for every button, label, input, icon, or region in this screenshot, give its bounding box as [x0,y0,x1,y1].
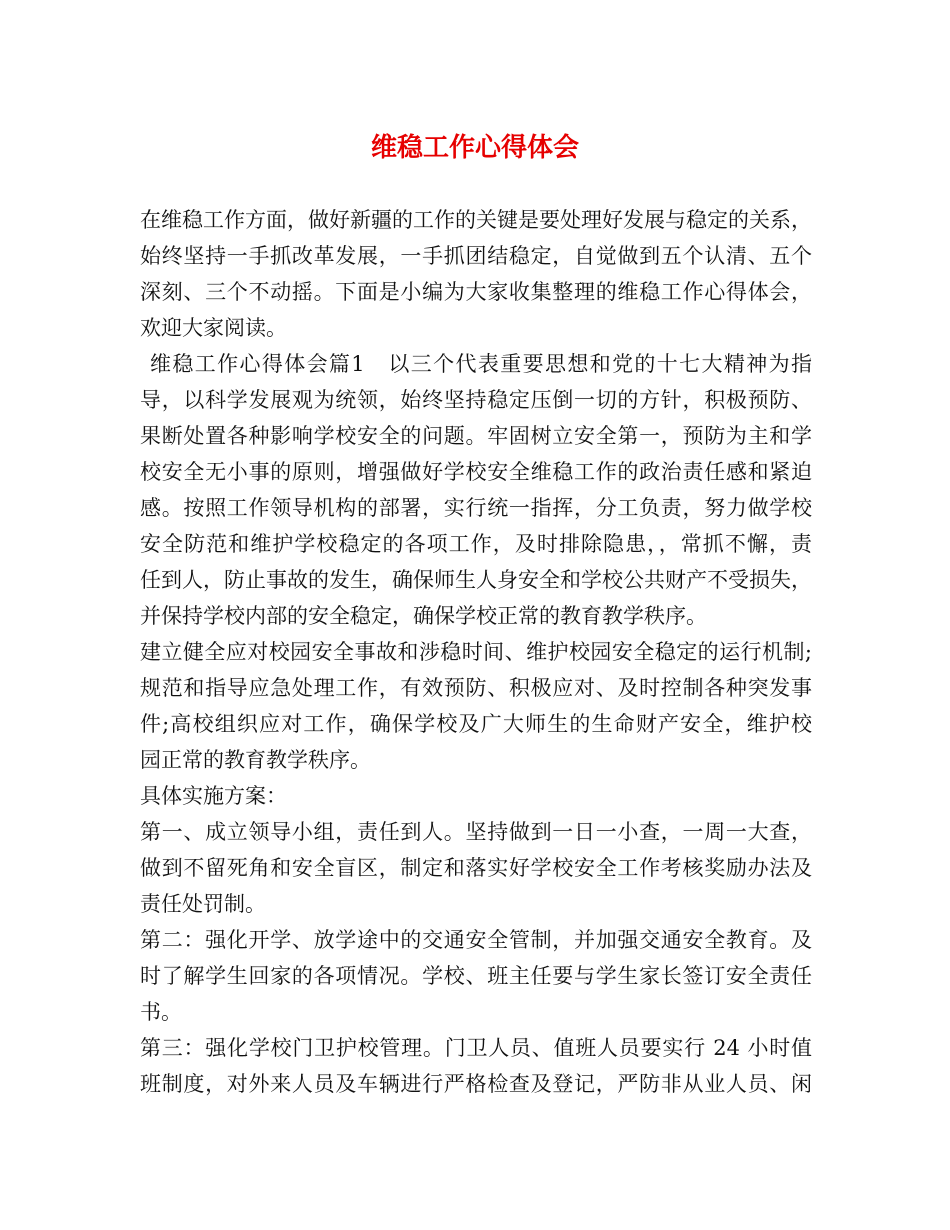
text-line: 导，以科学发展观为统领，始终坚持稳定压倒一切的方针，积极预防、 [140,388,812,412]
text-line: 果断处置各种影响学校安全的问题。牢固树立安全第一，预防为主和学 [140,424,812,448]
text-line: 第一、成立领导小组，责任到人。坚持做到一日一小查，一周一大查， [140,820,812,844]
text-line: 责任处罚制。 [140,892,266,916]
document-body [140,202,812,1102]
text-line: 时了解学生回家的各项情况。学校、班主任要与学生家长签订安全责任 [140,964,812,988]
text-line: 第二：强化开学、放学途中的交通安全管制，并加强交通安全教育。及 [140,928,812,952]
text-line: 建立健全应对校园安全事故和涉稳时间、维护校园安全稳定的运行机制; [140,640,812,664]
text-line: 感。按照工作领导机构的部署，实行统一指挥，分工负责，努力做学校 [140,496,812,520]
text-line: 园正常的教育教学秩序。 [140,748,371,772]
text-line: 做到不留死角和安全盲区，制定和落实好学校安全工作考核奖励办法及 [140,856,812,880]
text-line: 第三：强化学校门卫护校管理。门卫人员、值班人员要实行 24 小时值 [140,1036,812,1060]
text-line: 在维稳工作方面，做好新疆的工作的关键是要处理好发展与稳定的关系， [140,208,812,232]
document-title: 维稳工作心得体会 [370,133,579,163]
text-line: 规范和指导应急处理工作，有效预防、积极应对、及时控制各种突发事 [140,676,812,700]
text-line: 班制度，对外来人员及车辆进行严格检查及登记，严防非从业人员、闲 [140,1072,812,1096]
text-line: 校安全无小事的原则，增强做好学校安全维稳工作的政治责任感和紧迫 [140,460,812,484]
text-line: 并保持学校内部的安全稳定，确保学校正常的教育教学秩序。 [140,604,707,628]
text-line: 深刻、三个不动摇。下面是小编为大家收集整理的维稳工作心得体会， [140,280,812,304]
text-line: 安全防范和维护学校稳定的各项工作，及时排除隐患，，常抓不懈，责 [140,532,812,556]
text-line: 欢迎大家阅读。 [140,316,287,340]
text-line: 件;高校组织应对工作，确保学校及广大师生的生命财产安全，维护校 [140,712,812,736]
text-line: 任到人，防止事故的发生，确保师生人身安全和学校公共财产不受损失， [140,568,812,592]
text-line: 维稳工作心得体会篇1 以三个代表重要思想和党的十七大精神为指 [150,352,812,376]
text-line: 具体实施方案： [140,784,287,808]
text-line: 始终坚持一手抓改革发展，一手抓团结稳定，自觉做到五个认清、五个 [140,244,812,268]
text-line: 书。 [140,1000,182,1024]
